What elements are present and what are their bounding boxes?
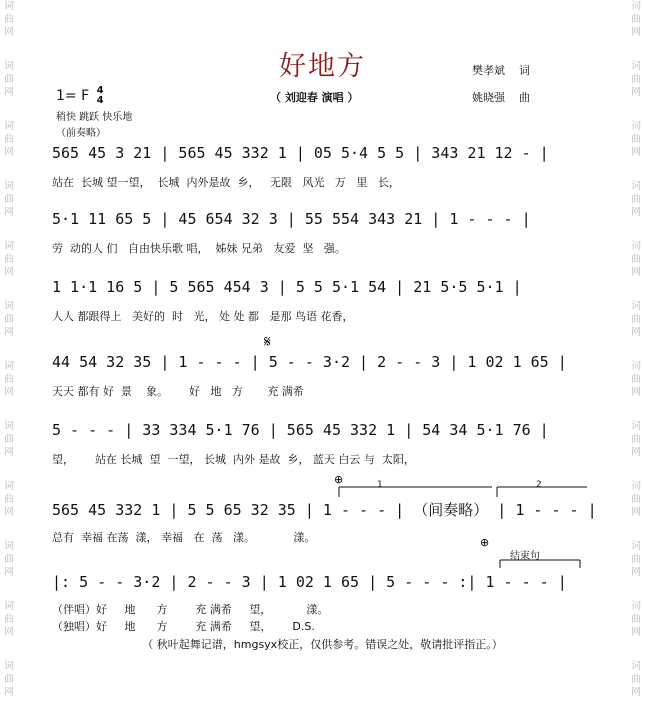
watermark-char: 词 bbox=[4, 361, 14, 372]
watermark-char: 词 bbox=[631, 181, 641, 192]
watermark-char: 词 bbox=[631, 241, 641, 252]
watermark-char: 曲 bbox=[4, 494, 14, 505]
watermark-char: 网 bbox=[4, 87, 14, 98]
lyrics-line: 人人 都跟得上 美好的 时 光， 处 处 都 是那 鸟语 花香， bbox=[52, 310, 354, 323]
watermark-gap bbox=[2, 339, 16, 360]
notation-line: 5 - - - | 33 334 5·1 76 | 565 45 332 1 | 54 34 5·1 76 | bbox=[52, 421, 549, 439]
watermark-char: 网 bbox=[4, 447, 14, 458]
watermark-char: 词 bbox=[4, 301, 14, 312]
watermark-char: 网 bbox=[631, 627, 641, 638]
watermark-char: 词 bbox=[631, 541, 641, 552]
score-row-1 bbox=[52, 144, 598, 194]
watermark-char: 曲 bbox=[631, 14, 641, 25]
page-title: 好地方 bbox=[279, 51, 366, 82]
watermark-char: 曲 bbox=[4, 434, 14, 445]
notation-line: 565 45 332 1 | 5 5 65 32 35 | 1 - - - | （间奏略） | 1 - - - | bbox=[52, 501, 597, 519]
lyricist-name: 樊孝斌 bbox=[472, 64, 505, 77]
watermark-char: 曲 bbox=[4, 674, 14, 685]
watermark-gap bbox=[629, 219, 643, 240]
time-signature bbox=[97, 86, 104, 106]
volta-second: 2 bbox=[536, 480, 542, 490]
watermark-char: 曲 bbox=[631, 254, 641, 265]
watermark-char: 词 bbox=[631, 1, 641, 12]
watermark-char: 网 bbox=[4, 567, 14, 578]
score-row-3 bbox=[52, 278, 598, 328]
watermark-char: 网 bbox=[631, 147, 641, 158]
watermark-char: 网 bbox=[631, 87, 641, 98]
watermark-gap bbox=[629, 399, 643, 420]
watermark-gap bbox=[2, 219, 16, 240]
watermark-char: 曲 bbox=[4, 614, 14, 625]
watermark-char: 曲 bbox=[4, 194, 14, 205]
notation-line: 1 1·1 16 5 | 5 565 454 3 | 5 5 5·1 54 | 21 5·5 5·1 | bbox=[52, 278, 522, 296]
watermark-char: 词 bbox=[4, 241, 14, 252]
singer: （ 刘迎春 演唱 ） bbox=[270, 91, 359, 104]
watermark-char: 网 bbox=[4, 507, 14, 518]
watermark-char: 曲 bbox=[631, 74, 641, 85]
watermark-gap bbox=[629, 159, 643, 180]
volta-brackets bbox=[52, 473, 598, 549]
segno-icon bbox=[52, 332, 598, 403]
watermark-gap bbox=[2, 459, 16, 480]
watermark-char: 曲 bbox=[4, 314, 14, 325]
lyrics-line: 天天 都有 好 景 象。 好 地 方 充 满希 bbox=[52, 385, 304, 398]
volta-first: 1 bbox=[377, 480, 383, 490]
watermark-char: 网 bbox=[4, 27, 14, 38]
watermark-gap bbox=[2, 519, 16, 540]
watermark-char: 词 bbox=[4, 481, 14, 492]
watermark-char: 词 bbox=[4, 181, 14, 192]
notation-line: 5·1 11 65 5 | 45 654 32 3 | 55 554 343 21 | 1 - - - | bbox=[52, 210, 531, 228]
watermark-gap bbox=[2, 579, 16, 600]
coda-label: 结束句 bbox=[510, 551, 540, 562]
watermark-char: 曲 bbox=[4, 554, 14, 565]
lyrics-line: 望， 站在 长城 望 一望， 长城 内外 是故 乡， 蓝天 白云 与 太阳， bbox=[52, 453, 415, 466]
score-row-6 bbox=[52, 473, 598, 549]
watermark-char: 曲 bbox=[631, 134, 641, 145]
watermark-char: 曲 bbox=[4, 134, 14, 145]
lyrics-line: 站在 长城 望一望， 长城 内外是故 乡， 无限 风光 万 里 长， bbox=[52, 176, 400, 189]
watermark-char: 网 bbox=[4, 687, 14, 698]
watermark-char: 曲 bbox=[4, 254, 14, 265]
watermark-char: 网 bbox=[4, 327, 14, 338]
watermark-gap bbox=[629, 339, 643, 360]
watermark-char: 曲 bbox=[631, 314, 641, 325]
watermark-char: 词 bbox=[4, 601, 14, 612]
watermark-char: 词 bbox=[4, 421, 14, 432]
watermark-char: 网 bbox=[4, 387, 14, 398]
lyrics-line: 劳 动的人 们 自由快乐歌 唱， 姊妹 兄弟 友爱 坚 强。 bbox=[52, 242, 346, 255]
watermark-char: 词 bbox=[4, 121, 14, 132]
key-signature bbox=[56, 86, 104, 106]
watermark-char: 词 bbox=[631, 481, 641, 492]
watermark-char: 曲 bbox=[631, 614, 641, 625]
coda-icon: ⊕ bbox=[480, 536, 490, 549]
watermark-right bbox=[629, 0, 643, 720]
coda-icon: ⊕ bbox=[334, 473, 344, 486]
composer bbox=[472, 89, 530, 105]
composer-name: 姚晓强 bbox=[472, 91, 505, 104]
watermark-gap bbox=[2, 99, 16, 120]
watermark-char: 曲 bbox=[631, 434, 641, 445]
watermark-char: 网 bbox=[631, 447, 641, 458]
watermark-left bbox=[2, 0, 16, 720]
lyricist bbox=[472, 62, 530, 78]
watermark-gap bbox=[629, 459, 643, 480]
watermark-gap bbox=[2, 159, 16, 180]
watermark-char: 词 bbox=[4, 1, 14, 12]
lyrics-line: 总有 幸福 在荡 漾， 幸福 在 荡 漾。 漾。 bbox=[52, 531, 316, 544]
watermark-char: 词 bbox=[4, 61, 14, 72]
watermark-char: 网 bbox=[631, 567, 641, 578]
watermark-char: 网 bbox=[631, 387, 641, 398]
watermark-char: 曲 bbox=[4, 74, 14, 85]
notation-line: |: 5 - - 3·2 | 2 - - 3 | 1 02 1 65 | 5 - - - :| 1 - - - | bbox=[52, 573, 567, 591]
watermark-gap bbox=[629, 519, 643, 540]
tempo-marking: 稍快 跳跃 快乐地 bbox=[56, 112, 133, 123]
watermark-gap bbox=[2, 399, 16, 420]
time-top: 4 bbox=[96, 85, 104, 96]
key-label: 1= F bbox=[56, 88, 90, 104]
footer-note: （ 秋叶起舞记谱，hmgsyx校正，仅供参考。错误之处，敬请批评指正。） bbox=[142, 638, 503, 651]
score-row-4 bbox=[52, 332, 598, 403]
watermark-char: 词 bbox=[631, 361, 641, 372]
watermark-char: 词 bbox=[4, 541, 14, 552]
watermark-gap bbox=[629, 699, 643, 720]
watermark-char: 网 bbox=[4, 627, 14, 638]
watermark-char: 曲 bbox=[631, 494, 641, 505]
watermark-char: 词 bbox=[631, 421, 641, 432]
notation-line: 44 54 32 35 | 1 - - - | 5 - - 3·2 | 2 - - 3 | 1 02 1 65 | bbox=[52, 353, 567, 371]
watermark-char: 网 bbox=[4, 267, 14, 278]
watermark-char: 曲 bbox=[4, 14, 14, 25]
watermark-char: 曲 bbox=[631, 674, 641, 685]
notation-line: 565 45 3 21 | 565 45 332 1 | 05 5·4 5 5 | 343 21 12 - | bbox=[52, 144, 549, 162]
intro-note: （前奏略） bbox=[56, 128, 106, 139]
watermark-char: 网 bbox=[631, 327, 641, 338]
watermark-char: 词 bbox=[4, 661, 14, 672]
watermark-char: 曲 bbox=[631, 554, 641, 565]
lyricist-role: 词 bbox=[519, 64, 530, 77]
score-row-2 bbox=[52, 210, 598, 260]
watermark-char: 网 bbox=[631, 207, 641, 218]
watermark-char: 曲 bbox=[631, 194, 641, 205]
watermark-gap bbox=[2, 279, 16, 300]
watermark-char: 词 bbox=[631, 61, 641, 72]
time-bottom: 4 bbox=[96, 95, 104, 106]
watermark-gap bbox=[629, 579, 643, 600]
watermark-char: 网 bbox=[631, 507, 641, 518]
watermark-char: 曲 bbox=[4, 374, 14, 385]
watermark-char: 网 bbox=[631, 687, 641, 698]
watermark-char: 曲 bbox=[631, 374, 641, 385]
watermark-char: 词 bbox=[631, 301, 641, 312]
composer-role: 曲 bbox=[519, 91, 530, 104]
watermark-char: 网 bbox=[4, 207, 14, 218]
watermark-char: 网 bbox=[4, 147, 14, 158]
watermark-char: 词 bbox=[631, 601, 641, 612]
svg-text:𝄋: 𝄋 bbox=[264, 332, 271, 351]
lyrics-line-solo: （独唱）好 地 方 充 满希 望， D.S. bbox=[52, 620, 315, 633]
score-row-5 bbox=[52, 421, 598, 471]
watermark-gap bbox=[629, 99, 643, 120]
lyrics-line-chorus: （伴唱）好 地 方 充 满希 望， 漾。 bbox=[52, 603, 329, 616]
watermark-gap bbox=[629, 279, 643, 300]
watermark-char: 词 bbox=[631, 121, 641, 132]
watermark-char: 网 bbox=[631, 267, 641, 278]
watermark-char: 词 bbox=[631, 661, 641, 672]
watermark-gap bbox=[2, 699, 16, 720]
watermark-char: 网 bbox=[631, 27, 641, 38]
